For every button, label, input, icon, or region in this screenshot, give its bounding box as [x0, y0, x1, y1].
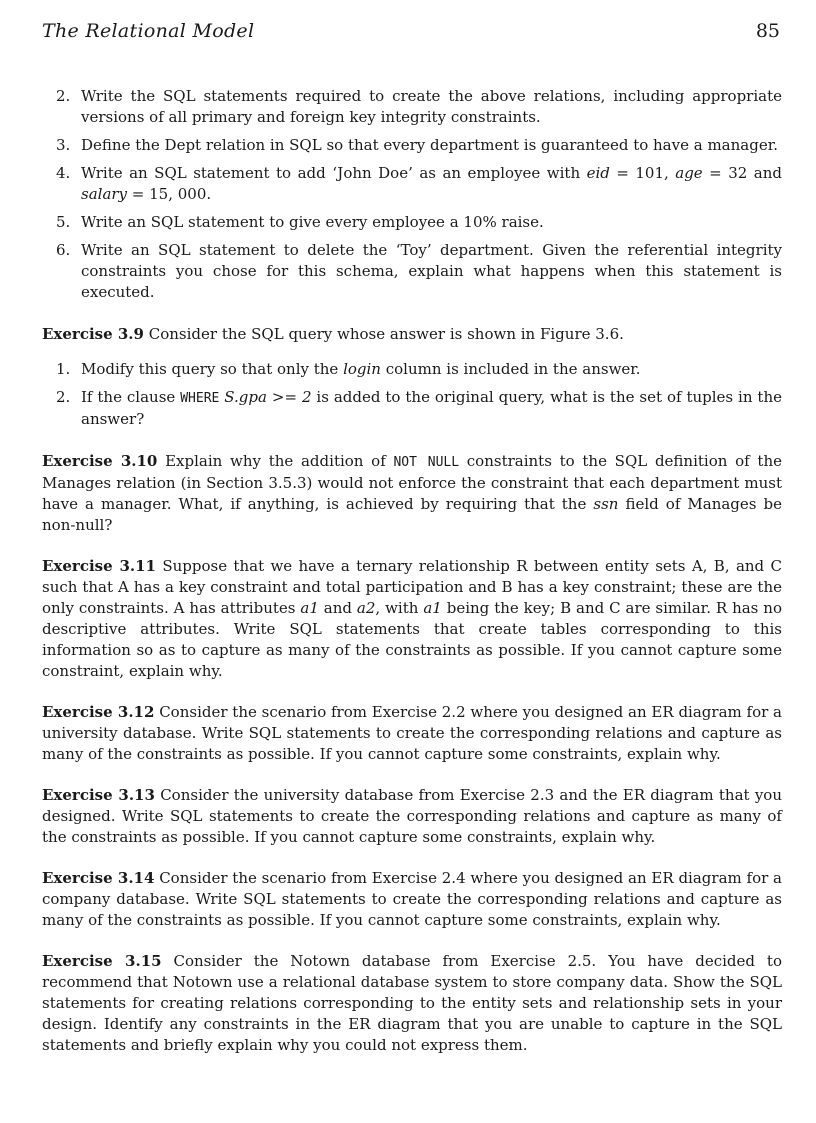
exercise-label: Exercise 3.9	[42, 325, 144, 343]
exercise-3-15	[42, 951, 782, 1056]
list-item-number: 2.	[56, 87, 71, 105]
exercise-text: and	[318, 599, 357, 617]
list-item-text: column is included in the answer.	[380, 360, 641, 378]
list-item	[42, 387, 782, 430]
exercise-label: Exercise 3.15	[42, 952, 162, 970]
exercise-label: Exercise 3.10	[42, 452, 158, 470]
exercise-text: Consider the university database from Exercise 2.3 and the ER diagram that you designed. Write SQL statements to create the corresponding relations and capture as many of the constraints as possible. If you cannot capture some constraints, explain why.	[42, 786, 782, 846]
exercise-label: Exercise 3.11	[42, 557, 156, 575]
exercise-3-9-list	[42, 359, 782, 430]
list-item-number: 4.	[56, 164, 71, 182]
list-item-text: Write an SQL statement to give every employee a 10% raise.	[81, 213, 544, 231]
math-var-age: age	[675, 164, 703, 182]
sql-keyword-where: WHERE	[180, 391, 220, 406]
exercise-label: Exercise 3.14	[42, 869, 155, 887]
list-item-text: = 101,	[609, 164, 676, 182]
exercise-label: Exercise 3.12	[42, 703, 155, 721]
list-item	[42, 163, 782, 205]
exercise-3-11	[42, 556, 782, 682]
exercise-label: Exercise 3.13	[42, 786, 155, 804]
exercise-text: being the key; B and C are similar. R has no descriptive attributes. Write SQL statements that create tables corresponding to this information so as to capture as many of the constraints as possible. If you cannot capture some constraint, explain why.	[42, 599, 782, 680]
list-item	[42, 359, 782, 380]
exercise-3-12	[42, 702, 782, 765]
sql-keyword-not-null: NOT NULL	[393, 455, 460, 470]
running-title: The Relational Model	[42, 20, 255, 42]
math-var-login: login	[343, 360, 381, 378]
list-item	[42, 135, 782, 156]
exercise-3-14	[42, 868, 782, 931]
page-content	[42, 86, 782, 1056]
math-expression: S.gpa >= 2	[224, 388, 312, 406]
math-var-a1: a1	[423, 599, 442, 617]
exercise-text: Consider the Notown database from Exercise 2.5. You have decided to recommend that Notown use a relational database system to store company data. Show the SQL statements for creating relations corresponding to the entity sets and relationship sets in your design. Identify any constraints in the ER diagram that you are unable to capture in the SQL statements and briefly explain why you could not express them.	[42, 952, 782, 1054]
list-item-number: 3.	[56, 136, 71, 154]
exercise-text: field of Manages be non-null?	[42, 495, 782, 534]
math-var-salary: salary	[81, 185, 128, 203]
list-item	[42, 240, 782, 303]
math-var-a2: a2	[356, 599, 376, 617]
list-item-text: Modify this query so that only the	[81, 360, 344, 378]
exercise-text: Consider the SQL query whose answer is shown in Figure 3.6.	[143, 325, 624, 343]
exercise-3-8-list-continued	[42, 86, 782, 303]
list-item-text: = 15, 000.	[127, 185, 212, 203]
list-item-text: If the clause	[81, 388, 181, 406]
math-var-eid: eid	[586, 164, 610, 182]
list-item	[42, 212, 782, 233]
list-item	[42, 86, 782, 128]
list-item-text: is added to the original query, what is the set of tuples in the answer?	[81, 388, 783, 428]
list-item-text: Write an SQL statement to add ‘John Doe’ as an employee with	[81, 164, 587, 182]
exercise-3-10	[42, 451, 782, 536]
running-head	[42, 20, 780, 48]
list-item-text: Write the SQL statements required to create the above relations, including appropriate versions of all primary and foreign key integrity constraints.	[81, 87, 782, 126]
exercise-text: Suppose that we have a ternary relationship R between entity sets A, B, and C such that A has a key constraint and total participation and B has a key constraint; these are the only constraints. A has attributes	[42, 557, 782, 617]
math-var-ssn: ssn	[593, 495, 619, 513]
exercise-3-13	[42, 785, 782, 848]
exercise-3-9	[42, 324, 782, 345]
list-item-text: Write an SQL statement to delete the ‘Toy’ department. Given the referential integrity constraints you chose for this schema, explain what happens when this statement is executed.	[81, 241, 782, 301]
exercise-text: Consider the scenario from Exercise 2.4 where you designed an ER diagram for a company database. Write SQL statements to create the corresponding relations and capture as many of the constraints as possible. If you cannot capture some constraints, explain why.	[42, 869, 782, 929]
list-item-number: 2.	[56, 388, 71, 406]
page-number: 85	[755, 20, 780, 42]
math-var-a1: a1	[300, 599, 319, 617]
exercise-text: constraints to the SQL definition of the Manages relation (in Section 3.5.3) would not enforce the constraint that each department must have a manager. What, if anything, is achieved by requiring that the	[42, 452, 782, 513]
list-item-text: Define the Dept relation in SQL so that every department is guaranteed to have a manager.	[81, 136, 778, 154]
list-item-number: 1.	[56, 360, 71, 378]
exercise-text: , with	[375, 599, 424, 617]
list-item-number: 6.	[56, 241, 71, 259]
exercise-text: Explain why the addition of	[157, 452, 394, 470]
list-item-number: 5.	[56, 213, 71, 231]
exercise-text: Consider the scenario from Exercise 2.2 where you designed an ER diagram for a university database. Write SQL statements to create the corresponding relations and capture as many of the constraints as possible. If you cannot capture some constraints, explain why.	[42, 703, 782, 763]
list-item-text: = 32 and	[702, 164, 782, 182]
